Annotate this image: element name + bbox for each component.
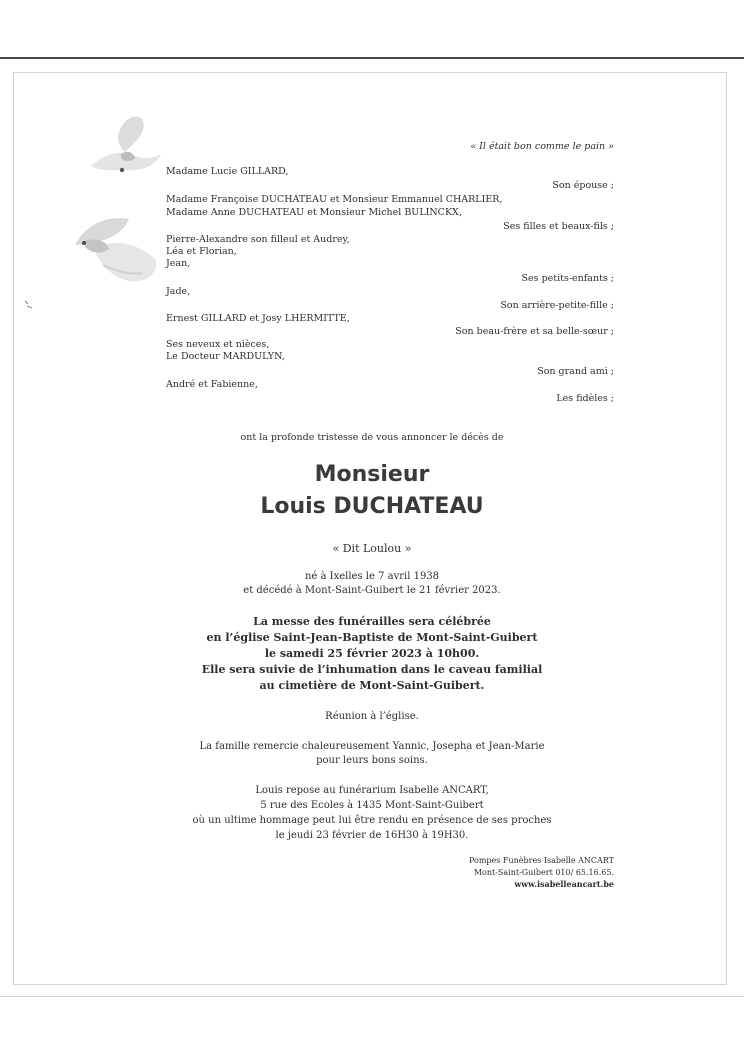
dove-icon	[55, 205, 165, 291]
family-relation: Son épouse ;	[552, 180, 614, 191]
death-line: et décédé à Mont-Saint-Guibert le 21 février 2023.	[243, 585, 501, 596]
family-name-line: Madame Françoise DUCHATEAU et Monsieur Emmanuel CHARLIER,	[166, 194, 503, 205]
visitation-line: 5 rue des Ecoles à 1435 Mont-Saint-Guibert	[260, 800, 484, 811]
family-relation: Ses filles et beaux-fils ;	[503, 221, 614, 232]
thanks-line: La famille remercie chaleureusement Yannic, Josepha et Jean-Marie	[199, 741, 545, 752]
family-name-line: Jean,	[166, 258, 191, 269]
family-relation: Son grand ami ;	[537, 366, 614, 377]
quote: « Il était bon comme le pain »	[470, 141, 614, 152]
family-relation: Les fidèles ;	[556, 393, 614, 404]
family-relation: Son arrière-petite-fille ;	[500, 300, 614, 311]
deceased-name: Louis DUCHATEAU	[260, 494, 484, 519]
scan-edge-top	[0, 57, 744, 59]
family-relation: Ses petits-enfants ;	[521, 273, 614, 284]
thanks-line: pour leurs bons soins.	[316, 755, 428, 766]
visitation-line: le jeudi 23 février de 16H30 à 19H30.	[275, 830, 469, 841]
speck-mark	[22, 298, 36, 312]
family-name-line: Ses neveux et nièces,	[166, 339, 270, 350]
ceremony-line: La messe des funérailles sera célébrée	[253, 615, 491, 628]
footer-company: Pompes Funèbres Isabelle ANCART	[468, 856, 614, 865]
family-name-line: Jade,	[166, 286, 191, 297]
footer-website[interactable]: www.isabelleancart.be	[514, 879, 614, 889]
deceased-nickname: « Dit Loulou »	[332, 542, 412, 555]
ceremony-line: Elle sera suivie de l’inhumation dans le caveau familial	[201, 663, 543, 676]
family-name-line: Pierre-Alexandre son filleul et Audrey,	[166, 234, 350, 245]
family-name-line: André et Fabienne,	[166, 379, 258, 390]
visitation-line: Louis repose au funérarium Isabelle ANCART,	[255, 785, 489, 796]
ceremony-line: le samedi 25 février 2023 à 10h00.	[264, 647, 480, 660]
ceremony-line: en l’église Saint-Jean-Baptiste de Mont-Saint-Guibert	[206, 631, 538, 644]
meeting-note: Réunion à l’église.	[325, 711, 419, 722]
scan-edge-bottom	[0, 996, 744, 997]
ceremony-line: au cimetière de Mont-Saint-Guibert.	[259, 679, 485, 692]
family-name-line: Madame Lucie GILLARD,	[166, 166, 289, 177]
announcement: ont la profonde tristesse de vous annoncer le décès de	[240, 432, 504, 443]
deceased-title: Monsieur	[314, 462, 430, 487]
footer-phone: Mont-Saint-Guibert 010/ 65.16.65.	[473, 868, 614, 877]
visitation-line: où un ultime hommage peut lui être rendu en présence de ses proches	[192, 815, 552, 826]
dove-icon	[85, 112, 165, 184]
family-name-line: Madame Anne DUCHATEAU et Monsieur Michel BULINCKX,	[166, 207, 462, 218]
family-name-line: Le Docteur MARDULYN,	[166, 351, 285, 362]
family-name-line: Ernest GILLARD et Josy LHERMITTE,	[166, 313, 350, 324]
birth-line: né à Ixelles le 7 avril 1938	[304, 571, 440, 582]
family-relation: Son beau-frère et sa belle-sœur ;	[455, 326, 614, 337]
family-name-line: Léa et Florian,	[166, 246, 237, 257]
